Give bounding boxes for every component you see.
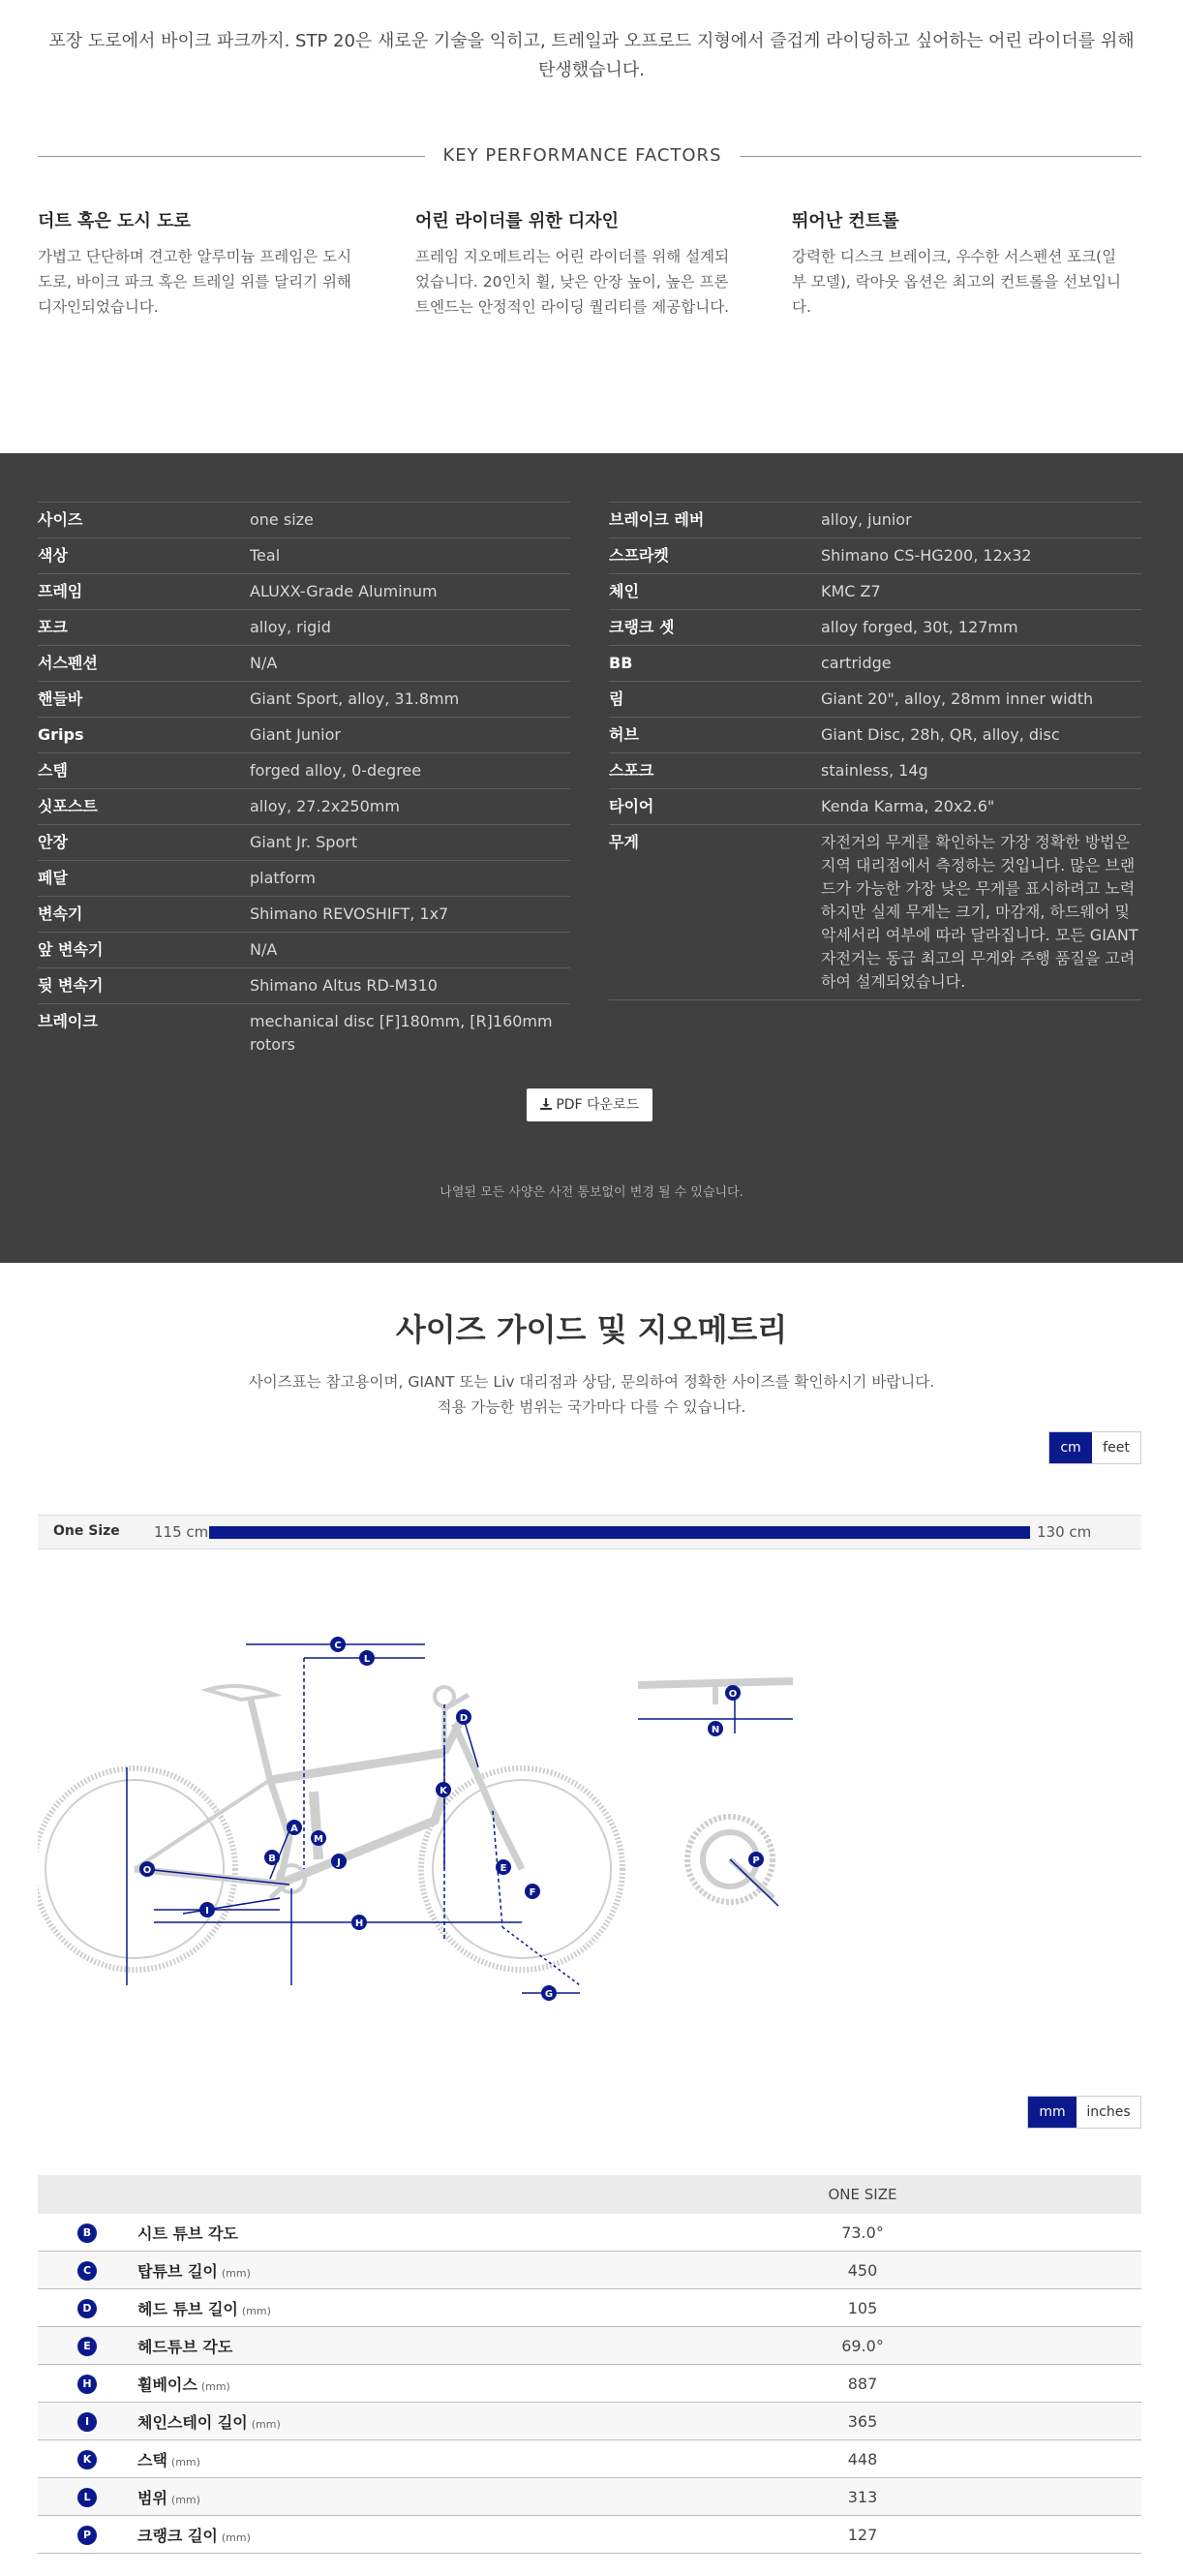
unit-inches-button[interactable]: inches — [1077, 2097, 1140, 2128]
intro-text: 포장 도로에서 바이크 파크까지. STP 20은 새로운 기술을 익히고, 트레일과 오프로드 지형에서 즐겁게 라이딩하고 싶어하는 어린 라이더를 위해 탄생했습니다. — [48, 31, 1135, 80]
kpf-header — [38, 141, 1141, 170]
pdf-download-label: PDF 다운로드 — [556, 1097, 640, 1113]
svg-text:O: O — [728, 1689, 738, 1700]
unit-feet-button[interactable]: feet — [1092, 1432, 1140, 1463]
table-row — [38, 2327, 1141, 2365]
diagram-badge-d — [456, 1709, 471, 1725]
row-badge: P — [77, 2526, 97, 2545]
row-badge: I — [77, 2412, 97, 2432]
spec-value: KMC Z7 — [821, 582, 881, 600]
row-unit: (mm) — [170, 2455, 200, 2469]
svg-text:N: N — [711, 1725, 720, 1735]
row-value: 450 — [584, 2252, 1141, 2289]
spec-row — [609, 681, 1141, 717]
spec-value: alloy, 27.2x250mm — [250, 797, 400, 815]
top-section — [0, 0, 1183, 453]
spec-row — [609, 537, 1141, 573]
row-badge: D — [77, 2299, 97, 2318]
spec-value: platform — [250, 869, 316, 887]
spec-table-left — [38, 502, 570, 1062]
spec-value: forged alloy, 0-degree — [250, 761, 422, 780]
svg-text:B: B — [268, 1854, 276, 1864]
row-label: 체인스테이 길이 — [137, 2412, 248, 2432]
spec-key: 무게 — [609, 833, 639, 851]
svg-text:G: G — [544, 1989, 554, 2000]
row-badge: L — [77, 2488, 97, 2507]
row-label: 범위 — [137, 2488, 167, 2507]
spec-key: 앞 변속기 — [38, 940, 104, 959]
spec-key: 브레이크 레버 — [609, 510, 705, 529]
spec-row — [609, 717, 1141, 752]
spec-key: 프레임 — [38, 582, 83, 600]
geometry-subtitle-line-2: 적용 가능한 범위는 국가마다 다를 수 있습니다. — [437, 1398, 746, 1416]
spec-row — [38, 1003, 570, 1062]
row-label: 헤드 튜브 길이 — [137, 2299, 238, 2318]
feature-text: 가볍고 단단하며 견고한 알루미늄 프레임은 도시 도로, 바이크 파크 혹은 트레일 위를 달리기 위해 디자인되었습니다. — [38, 248, 352, 316]
spec-value: Kenda Karma, 20x2.6" — [821, 797, 995, 815]
spec-value: one size — [250, 510, 314, 529]
spec-value: Shimano Altus RD-M310 — [250, 976, 438, 995]
feature-text: 프레임 지오메트리는 어린 라이더를 위해 설계되었습니다. 20인치 휠, 낮은 안장 높이, 높은 프론트엔드는 안정적인 라이딩 퀄리티를 제공합니다. — [415, 248, 730, 316]
spec-value: 자전거의 무게를 확인하는 가장 정확한 방법은 지역 대리점에서 측정하는 것입니다. 많은 브랜드가 가능한 가장 낮은 무게를 표시하려고 노력하지만 실제 무게는 크기, 마감재, 하드웨어 및 악세서리 여부에 따라 달라집니다. 모든 GIANT 자전거는 동급 최고의 무게와 주행 품질을 고려하여 설계되었습니다. — [821, 833, 1138, 991]
row-label: 휠베이스 — [137, 2375, 197, 2394]
row-badge: B — [77, 2223, 97, 2243]
spec-row — [609, 609, 1141, 645]
row-unit: (mm) — [200, 2379, 230, 2393]
spec-key: 뒷 변속기 — [38, 976, 104, 995]
row-unit: (mm) — [221, 2530, 251, 2544]
diagram-badge-a — [287, 1820, 302, 1835]
table-row — [38, 2440, 1141, 2478]
spec-value: N/A — [250, 654, 278, 672]
row-value: 365 — [584, 2403, 1141, 2440]
spec-row — [609, 573, 1141, 609]
spec-key: 포크 — [38, 618, 68, 636]
spec-key: 페달 — [38, 869, 68, 887]
spec-value: Giant Disc, 28h, QR, alloy, disc — [821, 725, 1060, 744]
pdf-download-button[interactable] — [527, 1089, 652, 1121]
geometry-unit-toggle — [1027, 2096, 1141, 2129]
row-unit: (mm) — [241, 2304, 271, 2317]
spec-key: 브레이크 — [38, 1012, 98, 1030]
spec-row — [609, 788, 1141, 824]
row-value: 127 — [584, 2516, 1141, 2554]
spec-key: 색상 — [38, 546, 68, 565]
feature-3 — [792, 207, 1121, 320]
feature-1 — [38, 207, 357, 320]
spec-row — [609, 502, 1141, 537]
table-row — [38, 2365, 1141, 2403]
spec-value: Teal — [250, 546, 281, 565]
spec-row — [38, 932, 570, 967]
spec-key: 림 — [609, 690, 624, 708]
row-value: 73.0° — [584, 2214, 1141, 2252]
height-unit-toggle — [1048, 1431, 1141, 1464]
row-value: 105 — [584, 2289, 1141, 2327]
spec-table-right — [609, 502, 1141, 1000]
spec-key: 체인 — [609, 582, 639, 600]
spec-row — [38, 502, 570, 537]
spec-key: Grips — [38, 725, 84, 744]
spec-value: Giant Junior — [250, 725, 341, 744]
svg-text:K: K — [440, 1786, 447, 1796]
svg-text:E: E — [500, 1863, 507, 1874]
row-label: 스택 — [137, 2450, 167, 2469]
row-value: 69.0° — [584, 2327, 1141, 2365]
diagram-badge-h — [351, 1915, 367, 1930]
row-badge: H — [77, 2375, 97, 2394]
feature-title: 더트 혹은 도시 도로 — [38, 211, 191, 231]
spec-key: 안장 — [38, 833, 68, 851]
download-icon — [540, 1098, 552, 1110]
spec-row — [38, 860, 570, 896]
table-row — [38, 2403, 1141, 2440]
diagram-badge-p — [748, 1852, 764, 1867]
geometry-title: 사이즈 가이드 및 지오메트리 — [395, 1311, 788, 1348]
diagram-badge-g — [541, 1985, 557, 2001]
size-max: 130 cm — [1037, 1523, 1092, 1541]
geometry-subtitle — [0, 1369, 1183, 1420]
spec-row — [609, 645, 1141, 681]
row-unit: (mm) — [251, 2417, 281, 2431]
diagram-badge-k — [436, 1782, 451, 1797]
unit-mm-button[interactable]: mm — [1028, 2097, 1077, 2128]
bike-geometry-diagram — [38, 1608, 812, 2034]
spec-row — [609, 824, 1141, 1000]
spec-key: 크랭크 셋 — [609, 618, 675, 636]
size-range-bar — [209, 1526, 1030, 1539]
row-label: 탑튜브 길이 — [137, 2261, 218, 2281]
spec-key: 타이어 — [609, 797, 654, 815]
row-badge: E — [77, 2337, 97, 2356]
spec-value: alloy, rigid — [250, 618, 331, 636]
size-range-row — [38, 1515, 1141, 1549]
spec-value: Giant Sport, alloy, 31.8mm — [250, 690, 460, 708]
svg-text:M: M — [314, 1834, 323, 1845]
spec-value: cartridge — [821, 654, 892, 672]
spec-value: Shimano REVOSHIFT, 1x7 — [250, 905, 449, 923]
divider-left — [38, 156, 425, 157]
spec-row — [38, 609, 570, 645]
spec-value: Giant 20", alloy, 28mm inner width — [821, 690, 1094, 708]
spec-value: Giant Jr. Sport — [250, 833, 358, 851]
feature-text: 강력한 디스크 브레이크, 우수한 서스펜션 포크(일부 모델), 락아웃 옵션은 최고의 컨트롤을 선보입니다. — [792, 248, 1121, 316]
diagram-badge-b — [264, 1850, 280, 1865]
row-value: 448 — [584, 2440, 1141, 2478]
diagram-badge-o2 — [139, 1861, 155, 1877]
geometry-table — [38, 2175, 1141, 2554]
row-value: 887 — [584, 2365, 1141, 2403]
spec-value: alloy, junior — [821, 510, 912, 529]
spec-key: 변속기 — [38, 905, 83, 923]
svg-text:P: P — [752, 1855, 760, 1866]
spec-value: Shimano CS-HG200, 12x32 — [821, 546, 1032, 565]
spec-value: mechanical disc [F]180mm, [R]160mm rotors — [250, 1012, 553, 1054]
spec-row — [38, 788, 570, 824]
table-row — [38, 2478, 1141, 2516]
spec-key: 핸들바 — [38, 690, 83, 708]
spec-value: alloy forged, 30t, 127mm — [821, 618, 1018, 636]
row-unit: (mm) — [221, 2266, 251, 2280]
feature-title: 어린 라이더를 위한 디자인 — [415, 211, 620, 231]
unit-cm-button[interactable]: cm — [1049, 1432, 1092, 1463]
table-row — [38, 2516, 1141, 2554]
diagram-badge-c — [330, 1637, 346, 1652]
svg-text:L: L — [363, 1654, 371, 1665]
spec-key: 사이즈 — [38, 510, 83, 529]
diagram-badge-i — [199, 1902, 215, 1917]
spec-value: N/A — [250, 940, 278, 959]
svg-text:C: C — [334, 1641, 342, 1651]
spec-key: 서스펜션 — [38, 654, 98, 672]
diagram-badge-j — [331, 1854, 347, 1869]
row-unit: (mm) — [170, 2493, 200, 2506]
svg-text:A: A — [290, 1824, 298, 1834]
size-min: 115 cm — [154, 1523, 209, 1541]
svg-text:O: O — [142, 1865, 152, 1876]
feature-title: 뛰어난 컨트롤 — [792, 211, 899, 231]
spec-key: 허브 — [609, 725, 639, 744]
diagram-badge-n — [708, 1721, 723, 1736]
svg-text:F: F — [529, 1887, 536, 1898]
geometry-subtitle-line-1: 사이즈표는 참고용이며, GIANT 또는 Liv 대리점과 상담, 문의하여 정확한 사이즈를 확인하시기 바랍니다. — [248, 1373, 935, 1391]
spec-row — [38, 537, 570, 573]
row-label: 크랭크 길이 — [137, 2526, 218, 2545]
diagram-badge-m — [311, 1830, 326, 1846]
geometry-table-header — [38, 2175, 1141, 2214]
spec-row — [38, 645, 570, 681]
spec-key: BB — [609, 654, 633, 672]
svg-text:H: H — [354, 1918, 364, 1929]
svg-text:I: I — [205, 1906, 209, 1917]
diagram-badge-e — [496, 1859, 511, 1875]
spec-row — [38, 717, 570, 752]
spec-key: 스프라켓 — [609, 546, 669, 565]
spec-key: 싯포스트 — [38, 797, 98, 815]
row-label: 시트 튜브 각도 — [137, 2223, 238, 2243]
table-row — [38, 2214, 1141, 2252]
diagram-badge-o — [725, 1685, 741, 1701]
svg-text:J: J — [337, 1857, 341, 1868]
spec-row — [609, 752, 1141, 788]
spec-key: 스포크 — [609, 761, 654, 780]
spec-row — [38, 573, 570, 609]
table-row — [38, 2252, 1141, 2289]
svg-text:D: D — [459, 1713, 469, 1724]
diagram-badge-f — [525, 1884, 540, 1899]
spec-disclaimer: 나열된 모든 사양은 사전 통보없이 변경 될 수 있습니다. — [440, 1185, 743, 1200]
feature-2 — [415, 207, 735, 320]
table-row — [38, 2289, 1141, 2327]
spec-value: stainless, 14g — [821, 761, 928, 780]
divider-right — [740, 156, 1141, 157]
size-name: One Size — [53, 1523, 120, 1539]
spec-value: ALUXX-Grade Aluminum — [250, 582, 438, 600]
diagram-badge-l — [359, 1650, 375, 1666]
spec-row — [38, 824, 570, 860]
spec-row — [38, 896, 570, 932]
spec-key: 스템 — [38, 761, 68, 780]
spec-row — [38, 967, 570, 1003]
spec-row — [38, 752, 570, 788]
row-value: 313 — [584, 2478, 1141, 2516]
row-badge: K — [77, 2450, 97, 2469]
spec-row — [38, 681, 570, 717]
column-one-size: ONE SIZE — [584, 2175, 1141, 2214]
kpf-title: KEY PERFORMANCE FACTORS — [442, 145, 722, 166]
row-badge: C — [77, 2261, 97, 2281]
row-label: 헤드튜브 각도 — [137, 2337, 233, 2356]
